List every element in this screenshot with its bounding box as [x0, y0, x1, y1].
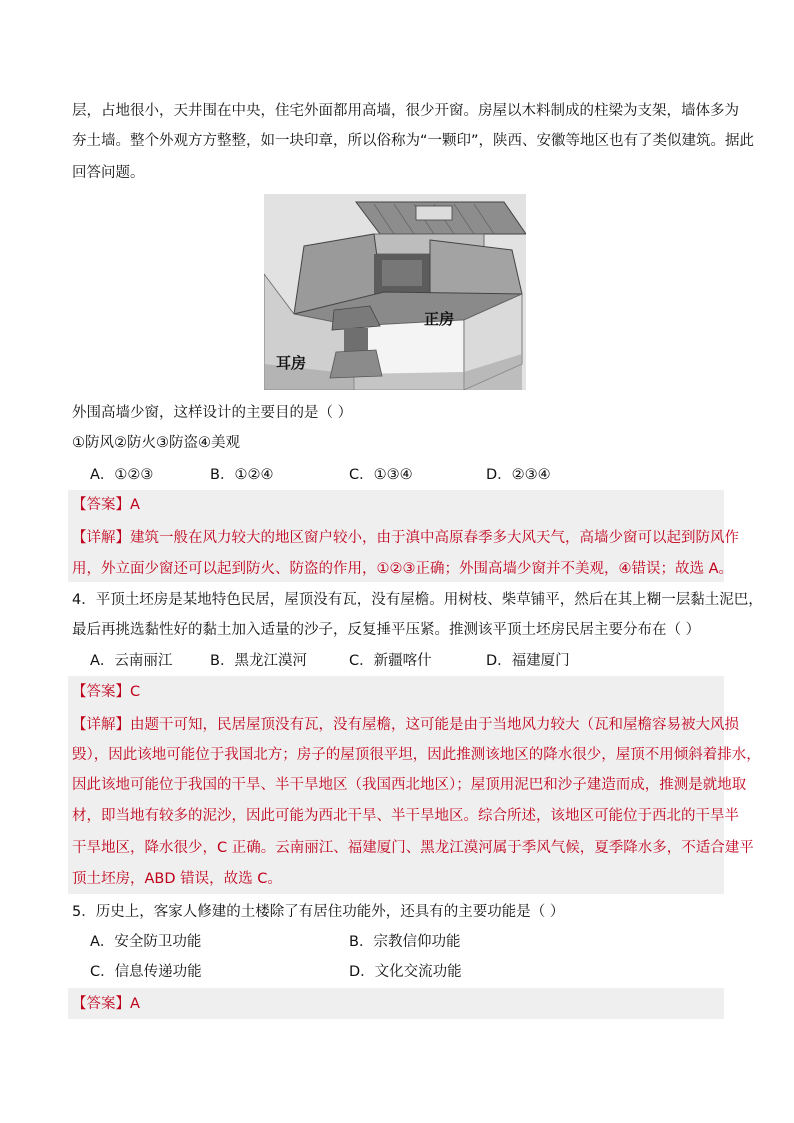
main-hall-label: 正房	[424, 310, 455, 328]
q4-detail-line-5: 干旱地区，降水很少，C 正确。云南丽江、福建厦门、黑龙江漠河属于季风气候，夏季降水多，不适合建平	[72, 840, 754, 856]
courtyard-house-illustration	[264, 194, 526, 390]
q4-option-c: C．新疆喀什	[349, 653, 432, 669]
q4-answer	[72, 682, 140, 702]
q5-answer-block	[68, 988, 724, 1019]
q5-option-d: D．文化交流功能	[349, 964, 462, 980]
answer-value: A	[130, 996, 140, 1012]
q3-option-b: B．①②④	[210, 467, 274, 483]
side-room-label: 耳房	[276, 354, 307, 372]
q5-stem: 5．历史上，客家人修建的土楼除了有居住功能外，还具有的主要功能是（ ）	[72, 904, 565, 920]
q5-option-b: B．宗教信仰功能	[349, 934, 461, 950]
q3-answer	[72, 495, 140, 515]
q3-choices: ①防风②防火③防盗④美观	[72, 435, 240, 451]
detail-text: 由题干可知，民居屋顶没有瓦，没有屋檐，这可能是由于当地风力较大（瓦和屋檐容易被大风损	[130, 717, 739, 733]
detail-tag: 【详解】	[72, 717, 130, 733]
q3-detail-line-1	[72, 528, 739, 548]
q4-stem-line-1: 4．平顶土坯房是某地特色民居，屋顶没有瓦，没有屋檐。用树枝、柴草铺平，然后在其上糊一层黏土泥巴，	[72, 592, 763, 608]
q4-detail-line-3: 因此该地可能位于我国的干旱、半干旱地区（我国西北地区）；屋顶用泥巴和沙子建造而成，推测是就地取	[72, 777, 747, 793]
q3-option-a: A．①②③	[90, 467, 154, 483]
intro-line-2: 夯土墙。整个外观方方整整，如一块印章，所以俗称为“一颗印”，陕西、安徽等地区也有了类似建筑。据此	[72, 133, 755, 149]
q4-option-a: A．云南丽江	[90, 653, 173, 669]
q4-detail-line-4: 材，即当地有较多的泥沙，因此可能为西北干旱、半干旱地区。综合所述，该地区可能位于西北的干旱半	[72, 808, 739, 824]
q3-stem: 外围高墙少窗，这样设计的主要目的是（ ）	[72, 405, 353, 421]
detail-tag: 【详解】	[72, 530, 130, 546]
answer-tag: 【答案】	[72, 996, 130, 1012]
q4-detail-line-2: 毁），因此该地可能位于我国北方；房子的屋顶很平坦，因此推测该地区的降水很少，屋顶不用倾斜着排水，	[72, 747, 761, 763]
answer-value: A	[130, 497, 140, 513]
detail-text: 建筑一般在风力较大的地区窗户较小，由于滇中高原春季多大风天气，高墙少窗可以起到防风作	[130, 530, 739, 546]
q3-detail-line-2: 用，外立面少窗还可以起到防火、防盗的作用，①②③正确；外围高墙少窗并不美观，④错误；故选 A。	[72, 561, 734, 577]
q4-option-d: D．福建厦门	[486, 653, 570, 669]
q4-detail-line-6: 顶土坯房，ABD 错误，故选 C。	[72, 871, 282, 887]
q3-option-c: C．①③④	[349, 467, 413, 483]
q5-option-a: A．安全防卫功能	[90, 934, 202, 950]
intro-line-1: 层，占地很小，天井围在中央，住宅外面都用高墙，很少开窗。房屋以木料制成的柱梁为支架，墙体多为	[72, 103, 739, 119]
q4-stem-line-2: 最后再挑选黏性好的黏土加入适量的沙子，反复捶平压紧。推测该平顶土坯房民居主要分布在（ ）	[72, 622, 701, 638]
q4-option-b: B．黑龙江漠河	[210, 653, 307, 669]
answer-tag: 【答案】	[72, 684, 130, 700]
intro-line-3: 回答问题。	[72, 165, 145, 181]
q3-option-d: D．②③④	[486, 467, 551, 483]
q5-option-c: C．信息传递功能	[90, 964, 202, 980]
answer-tag: 【答案】	[72, 497, 130, 513]
q4-detail-line-1	[72, 715, 739, 735]
q5-answer	[72, 994, 140, 1014]
answer-value: C	[130, 684, 141, 700]
